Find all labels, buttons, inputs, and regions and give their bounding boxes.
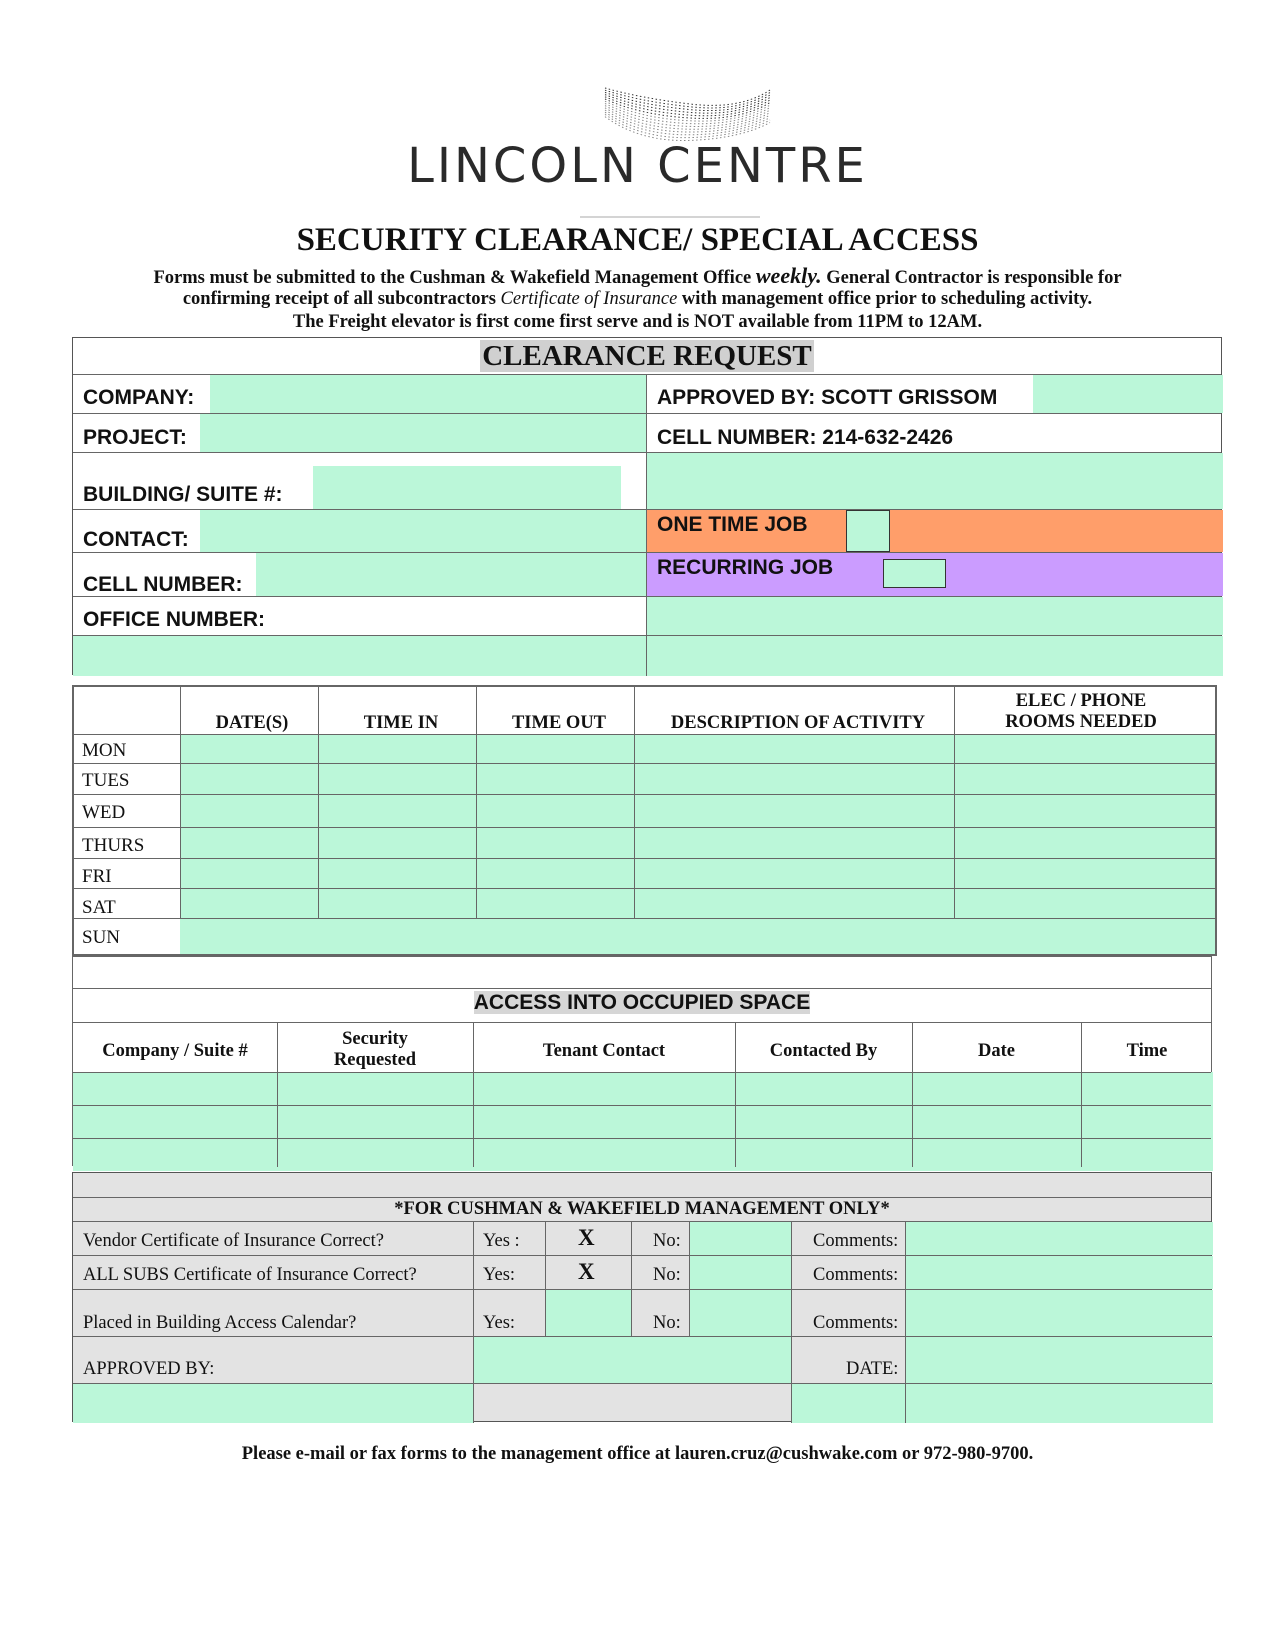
calendar-yes-field[interactable] <box>546 1290 631 1336</box>
schedule-cell[interactable] <box>318 794 476 827</box>
page-title: SECURITY CLEARANCE/ SPECIAL ACCESS <box>296 222 979 258</box>
schedule-cell[interactable] <box>634 858 954 888</box>
col-time-in: TIME IN <box>363 713 439 733</box>
schedule-cell[interactable] <box>954 918 1215 954</box>
col-security-requested: Security Requested <box>333 1029 417 1070</box>
occupied-cell[interactable] <box>1081 1072 1213 1105</box>
cell-number-label: CELL NUMBER: <box>83 573 243 596</box>
schedule-cell[interactable] <box>318 858 476 888</box>
occupied-cell[interactable] <box>1081 1138 1213 1171</box>
mgmt-date-field[interactable] <box>906 1337 1213 1383</box>
occupied-cell[interactable] <box>73 1105 277 1138</box>
schedule-cell[interactable] <box>318 763 476 794</box>
management-section <box>72 1172 1212 1422</box>
day-wed: WED <box>82 802 126 823</box>
office-number-input[interactable] <box>73 636 646 676</box>
schedule-cell[interactable] <box>476 918 634 954</box>
occupied-cell[interactable] <box>912 1072 1081 1105</box>
subs-coi-comments-label: Comments: <box>813 1265 899 1285</box>
occupied-space-table <box>72 956 1212 1166</box>
col-contacted-by: Contacted By <box>769 1041 878 1061</box>
schedule-cell[interactable] <box>476 794 634 827</box>
approved-by-field[interactable] <box>1033 375 1223 413</box>
schedule-cell[interactable] <box>180 918 318 954</box>
project-input[interactable] <box>200 414 646 452</box>
cell-number-input[interactable] <box>256 553 646 596</box>
calendar-no-field[interactable] <box>690 1290 791 1336</box>
schedule-cell[interactable] <box>954 858 1215 888</box>
col-elec-phone: ELEC / PHONE ROOMS NEEDED <box>1005 691 1157 732</box>
schedule-cell[interactable] <box>180 858 318 888</box>
day-sun: SUN <box>82 927 121 948</box>
schedule-cell[interactable] <box>476 888 634 918</box>
day-mon: MON <box>82 740 127 761</box>
right-blank-field[interactable] <box>647 453 1223 509</box>
schedule-cell[interactable] <box>634 734 954 763</box>
schedule-table <box>72 685 1217 956</box>
footer-note: Please e-mail or fax forms to the management office at lauren.cruz@cushwake.com or 972-980-9700. <box>241 1444 1034 1464</box>
occupied-cell[interactable] <box>277 1138 473 1171</box>
calendar-comments[interactable] <box>906 1290 1213 1336</box>
subs-coi-yes-mark: X <box>578 1259 595 1284</box>
subs-coi-question: ALL SUBS Certificate of Insurance Correct? <box>83 1265 417 1285</box>
schedule-cell[interactable] <box>180 794 318 827</box>
schedule-cell[interactable] <box>180 763 318 794</box>
occupied-cell[interactable] <box>473 1138 735 1171</box>
building-suite-label: BUILDING/ SUITE #: <box>83 483 283 506</box>
mgmt-date-label: DATE: <box>846 1359 899 1379</box>
vendor-coi-yes-label: Yes : <box>483 1231 520 1251</box>
schedule-cell[interactable] <box>634 763 954 794</box>
schedule-cell[interactable] <box>954 827 1215 858</box>
subs-coi-comments[interactable] <box>906 1256 1213 1289</box>
approver-cell-number: CELL NUMBER: 214-632-2426 <box>657 426 954 449</box>
schedule-cell[interactable] <box>318 734 476 763</box>
clearance-request-table <box>72 337 1222 675</box>
schedule-cell[interactable] <box>180 827 318 858</box>
day-fri: FRI <box>82 866 112 887</box>
schedule-cell[interactable] <box>634 794 954 827</box>
calendar-comments-label: Comments: <box>813 1313 899 1333</box>
col-dates: DATE(S) <box>215 713 289 733</box>
col-description: DESCRIPTION OF ACTIVITY <box>670 713 926 733</box>
clearance-request-heading: CLEARANCE REQUEST <box>482 340 812 372</box>
occupied-cell[interactable] <box>277 1105 473 1138</box>
instruction-line-3: The Freight elevator is first come first serve and is NOT available from 11PM to 12AM. <box>292 312 983 332</box>
occupied-cell[interactable] <box>73 1138 277 1171</box>
vendor-coi-no-label: No: <box>653 1231 681 1251</box>
mgmt-bottom-left-field[interactable] <box>73 1384 473 1423</box>
schedule-cell[interactable] <box>318 918 476 954</box>
right-office-field[interactable] <box>647 597 1223 635</box>
day-tues: TUES <box>82 770 130 791</box>
occupied-space-heading: ACCESS INTO OCCUPIED SPACE <box>473 991 811 1014</box>
calendar-question: Placed in Building Access Calendar? <box>83 1313 357 1333</box>
project-label: PROJECT: <box>83 426 187 449</box>
recurring-job-label: RECURRING JOB <box>657 556 834 579</box>
col-date: Date <box>978 1041 1015 1061</box>
subs-coi-yes-label: Yes: <box>483 1265 516 1285</box>
vendor-coi-question: Vendor Certificate of Insurance Correct? <box>83 1231 384 1251</box>
company-input[interactable] <box>210 375 646 413</box>
instruction-line-1: Forms must be submitted to the Cushman & Wakefield Management Office weekly. General Contractor is responsible for <box>153 263 1122 288</box>
calendar-yes-label: Yes: <box>483 1313 516 1333</box>
schedule-cell[interactable] <box>634 827 954 858</box>
col-company-suite: Company / Suite # <box>102 1041 248 1061</box>
occupied-cell[interactable] <box>277 1072 473 1105</box>
schedule-cell[interactable] <box>180 734 318 763</box>
schedule-cell[interactable] <box>476 763 634 794</box>
mgmt-approved-by-label: APPROVED BY: <box>83 1359 215 1379</box>
right-bottom-field[interactable] <box>647 636 1223 676</box>
occupied-cell[interactable] <box>735 1138 912 1171</box>
schedule-cell[interactable] <box>476 827 634 858</box>
col-time: Time <box>1126 1041 1168 1061</box>
office-number-label: OFFICE NUMBER: <box>83 608 265 631</box>
one-time-job-label: ONE TIME JOB <box>657 513 808 536</box>
vendor-coi-yes-mark: X <box>578 1225 595 1250</box>
mgmt-approved-by-field[interactable] <box>474 1337 791 1383</box>
occupied-cell[interactable] <box>735 1105 912 1138</box>
contact-input[interactable] <box>200 510 646 552</box>
mgmt-bottom-mid-field[interactable] <box>792 1384 905 1423</box>
subs-coi-no-label: No: <box>653 1265 681 1285</box>
occupied-cell[interactable] <box>912 1105 1081 1138</box>
day-thurs: THURS <box>82 835 145 856</box>
schedule-cell[interactable] <box>180 888 318 918</box>
building-suite-input[interactable] <box>313 466 621 509</box>
schedule-cell[interactable] <box>634 888 954 918</box>
col-time-out: TIME OUT <box>511 713 607 733</box>
one-time-job-checkbox[interactable] <box>846 510 890 552</box>
occupied-cell[interactable] <box>912 1138 1081 1171</box>
approved-by-label: APPROVED BY: SCOTT GRISSOM <box>657 386 998 409</box>
day-sat: SAT <box>82 897 116 918</box>
management-heading: *FOR CUSHMAN & WAKEFIELD MANAGEMENT ONLY* <box>394 1199 890 1219</box>
occupied-cell[interactable] <box>1081 1105 1213 1138</box>
occupied-cell[interactable] <box>473 1072 735 1105</box>
schedule-cell[interactable] <box>318 888 476 918</box>
schedule-cell[interactable] <box>954 734 1215 763</box>
contact-label: CONTACT: <box>83 528 189 551</box>
calendar-no-label: No: <box>653 1313 681 1333</box>
logo-wordmark: LINCOLN CENTRE <box>407 138 868 194</box>
schedule-cell[interactable] <box>954 763 1215 794</box>
subs-coi-no-field[interactable] <box>690 1256 791 1289</box>
schedule-cell[interactable] <box>954 794 1215 827</box>
vendor-coi-comments-label: Comments: <box>813 1231 899 1251</box>
vendor-coi-no-field[interactable] <box>690 1222 791 1255</box>
schedule-cell[interactable] <box>634 918 954 954</box>
schedule-cell[interactable] <box>318 827 476 858</box>
company-label: COMPANY: <box>83 386 195 409</box>
occupied-cell[interactable] <box>73 1072 277 1105</box>
vendor-coi-comments[interactable] <box>906 1222 1213 1255</box>
schedule-cell[interactable] <box>954 888 1215 918</box>
recurring-job-checkbox[interactable] <box>883 559 946 588</box>
col-tenant-contact: Tenant Contact <box>542 1041 666 1061</box>
occupied-cell[interactable] <box>735 1072 912 1105</box>
schedule-cell[interactable] <box>476 734 634 763</box>
schedule-cell[interactable] <box>476 858 634 888</box>
occupied-cell[interactable] <box>473 1105 735 1138</box>
instruction-line-2: confirming receipt of all subcontractors Certificate of Insurance with management office prior to scheduling activity. <box>182 289 1093 309</box>
mgmt-bottom-right-field[interactable] <box>906 1384 1213 1423</box>
